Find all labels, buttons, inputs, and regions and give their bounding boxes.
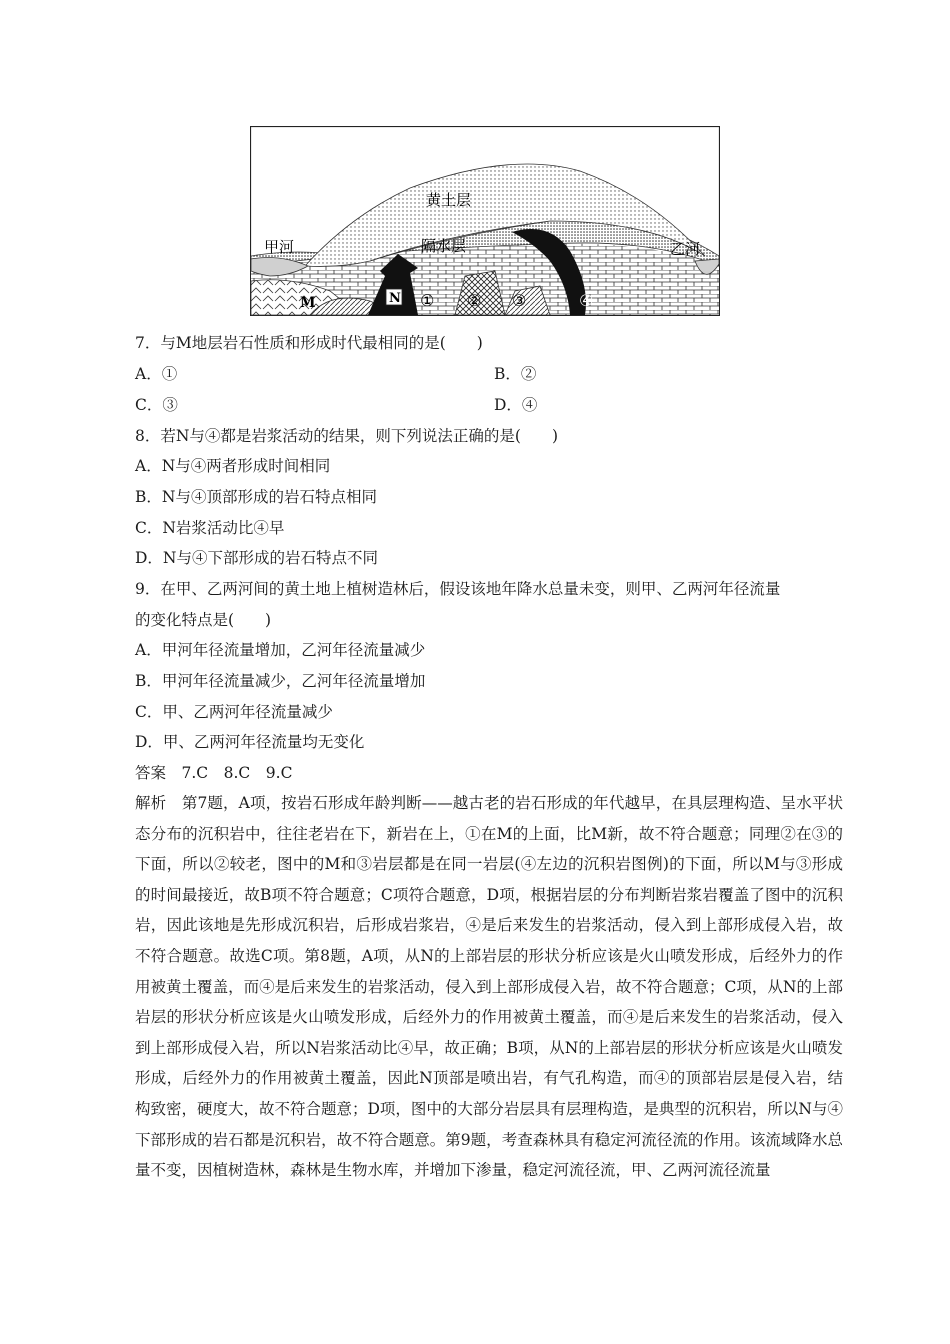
q9-option-a: A．甲河年径流量增加，乙河年径流量减少 xyxy=(135,641,426,659)
q9-option-d: D．甲、乙两河年径流量均无变化 xyxy=(135,733,365,751)
q7-option-b: B．② xyxy=(494,365,537,383)
label-circle-1: ① xyxy=(420,291,435,310)
label-m: M xyxy=(300,295,316,311)
q8-option-d: D．N与④下部形成的岩石特点不同 xyxy=(135,549,378,567)
analysis-paragraph: 解析 第7题，A项，按岩石形成年龄判断——越古老的岩石形成的年代越早，在具层理构造、呈水平状态分布的沉积岩中，往往老岩在下，新岩在上，①在M的上面，比M新，故不符合题意；同理②在③的下面，所以②较老，图中的M和③岩层都是在同一岩层(④左边的沉积岩图例)的下面，所以M与③形成的时间最接近，故B项不符合题意；C项符合题意，D项，根据岩层的分布判断岩浆岩覆盖了图中的沉积岩，因此该地是先形成沉积岩，后形成岩浆岩，④是后来发生的岩浆活动，侵入到上部形成侵入岩，故不符合题意。故选C项。第8题，A项，从N的上部岩层的形状分析应该是火山喷发形成，后经外力的作用被黄土覆盖，而④是后来发生的岩浆活动，侵入到上部形成侵入岩，故不符合题意；C项，从N的上部岩层的形状分析应该是火山喷发形成，后经外力的作用被黄土覆盖，而④是后来发生的岩浆活动，侵入到上部形成侵入岩，所以N岩浆活动比④早，故正确；B项，从N的上部岩层的形状分析应该是火山喷发形成，后经外力的作用被黄土覆盖，因此N顶部是喷出岩，有气孔构造，而④的顶部岩层是侵入岩，结构致密，硬度大，故不符合题意；D项，图中的大部分岩层具有层理构造，是典型的沉积岩，所以N与④下部形成的岩石都是沉积岩，故不符合题意。第9题，考查森林具有稳定河流径流的作用。该流域降水总量不变，因植树造林，森林是生物水库，并增加下渗量，稳定河流径流，甲、乙两河流径流量 xyxy=(135,794,843,1180)
q9-stem-line2: 的变化特点是( ) xyxy=(135,611,272,629)
q7-option-d: D．④ xyxy=(494,396,538,414)
geology-cross-section xyxy=(250,126,720,316)
label-river-jia: 甲河 xyxy=(264,238,295,256)
label-loess: 黄土层 xyxy=(426,191,472,209)
q9-stem-line1: 9．在甲、乙两河间的黄土地上植树造林后，假设该地年降水总量未变，则甲、乙两河年径流量 xyxy=(135,580,781,598)
q8-option-c: C．N岩浆活动比④早 xyxy=(135,519,285,537)
label-aquiclude: 隔水层 xyxy=(421,237,467,255)
q7-option-a: A．① xyxy=(135,365,178,383)
q7-option-c: C．③ xyxy=(135,396,178,414)
label-n: N xyxy=(389,291,401,306)
label-circle-3: ③ xyxy=(512,291,527,310)
label-circle-2: ② xyxy=(467,291,482,310)
q8-option-a: A．N与④两者形成时间相同 xyxy=(135,457,331,475)
label-circle-4: ④ xyxy=(579,291,594,310)
q9-option-b: B．甲河年径流量减少，乙河年径流量增加 xyxy=(135,672,426,690)
q8-stem: 8．若N与④都是岩浆活动的结果，则下列说法正确的是( ) xyxy=(135,427,559,445)
label-river-yi: 乙河 xyxy=(670,240,701,258)
q7-stem: 7．与M地层岩石性质和形成时代最相同的是( ) xyxy=(135,334,483,352)
q8-option-b: B．N与④顶部形成的岩石特点相同 xyxy=(135,488,377,506)
q9-option-c: C．甲、乙两河年径流量减少 xyxy=(135,703,333,721)
answer-line: 答案 7.C 8.C 9.C xyxy=(135,764,293,782)
